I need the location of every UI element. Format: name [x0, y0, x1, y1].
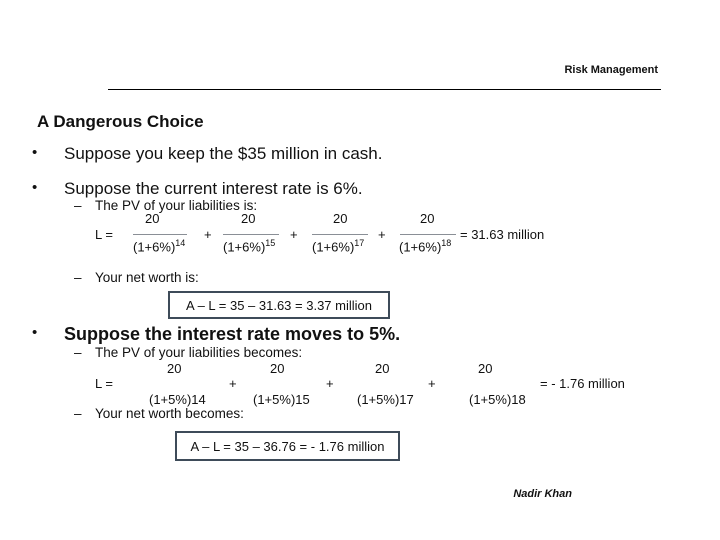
term-numerator: 20 — [241, 211, 256, 226]
dash-icon: – — [74, 270, 82, 285]
formula-lhs: L = — [95, 227, 113, 242]
plus-sign: + — [428, 376, 436, 391]
formula-result: = - 1.76 million — [540, 376, 625, 391]
dash-icon: – — [74, 345, 82, 360]
net-worth-box-6pct: A – L = 35 – 31.63 = 3.37 million — [168, 291, 390, 319]
dash-icon: – — [74, 198, 82, 213]
formula-result: = 31.63 million — [460, 227, 545, 242]
term-numerator: 20 — [167, 361, 182, 376]
bullet-icon: • — [32, 144, 38, 161]
term-denominator: $(1+6\%)^{15}$ — [223, 238, 276, 255]
bullet-icon: • — [32, 324, 38, 341]
sub-text: The PV of your liabilities becomes: — [95, 345, 303, 360]
sub-text: The PV of your liabilities is: — [95, 198, 258, 213]
fraction-line — [312, 234, 368, 235]
fraction-line — [133, 234, 187, 235]
header-title: Risk Management — [564, 64, 658, 76]
term-denominator: (1+5%)14 — [149, 392, 206, 407]
term-numerator: 20 — [478, 361, 493, 376]
term-denominator: (1+5%)18 — [469, 392, 526, 407]
term-numerator: 20 — [420, 211, 435, 226]
bullet-text: Suppose you keep the $35 million in cash. — [64, 144, 383, 163]
term-denominator: (1+5%)17 — [357, 392, 414, 407]
sub-text: Your net worth becomes: — [95, 406, 244, 421]
author-signature: Nadir Khan — [513, 488, 572, 500]
term-numerator: 20 — [270, 361, 285, 376]
plus-sign: + — [326, 376, 334, 391]
plus-sign: + — [229, 376, 237, 391]
term-denominator: $(1+6\%)^{14}$ — [133, 238, 186, 255]
term-denominator: $(1+6\%)^{18}$ — [399, 238, 452, 255]
bullet-text: Suppose the interest rate moves to 5%. — [64, 324, 401, 344]
term-denominator: $(1+6\%)^{17}$ — [312, 238, 365, 255]
dash-icon: – — [74, 406, 82, 421]
slide-title: A Dangerous Choice — [37, 112, 204, 131]
term-numerator: 20 — [145, 211, 160, 226]
bullet-icon: • — [32, 179, 38, 196]
plus-sign: + — [290, 227, 298, 242]
fraction-line — [400, 234, 456, 235]
plus-sign: + — [378, 227, 386, 242]
formula-lhs: L = — [95, 376, 113, 391]
term-numerator: 20 — [333, 211, 348, 226]
net-worth-box-5pct: A – L = 35 – 36.76 = - 1.76 million — [175, 431, 400, 461]
sub-text: Your net worth is: — [95, 270, 199, 285]
plus-sign: + — [204, 227, 212, 242]
term-numerator: 20 — [375, 361, 390, 376]
bullet-text: Suppose the current interest rate is 6%. — [64, 179, 363, 198]
term-denominator: (1+5%)15 — [253, 392, 310, 407]
header-divider — [108, 89, 661, 90]
fraction-line — [223, 234, 279, 235]
